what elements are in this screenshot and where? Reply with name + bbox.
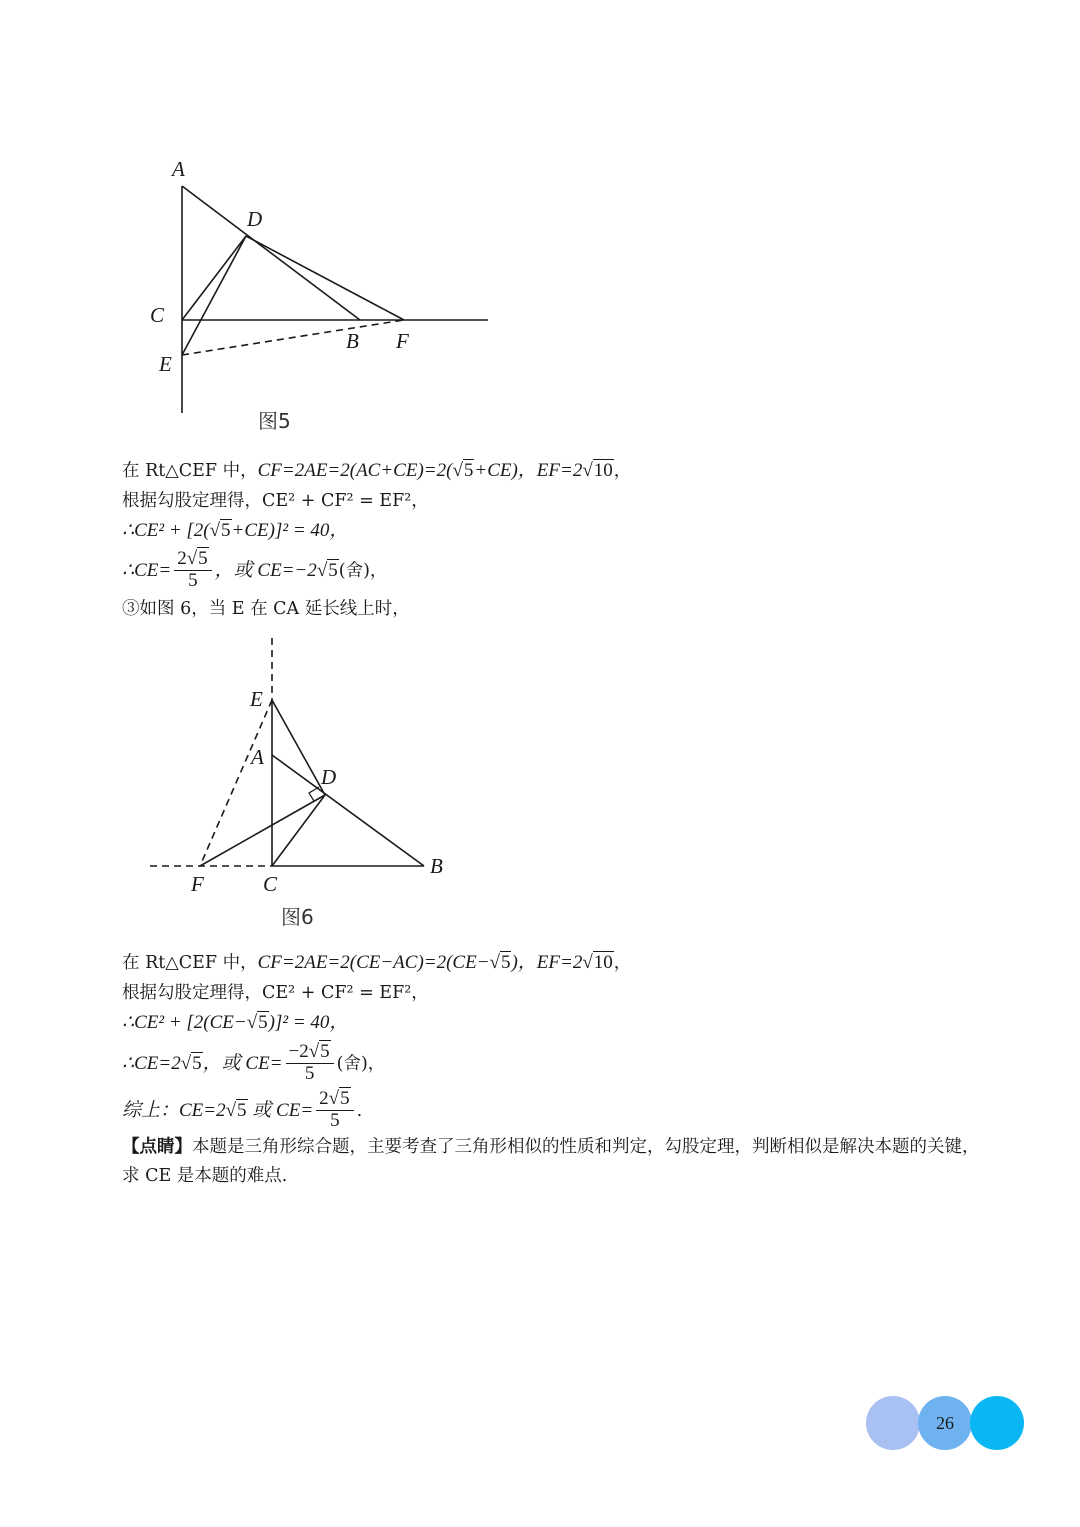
comment-text: 本题是三角形综合题，主要考查了三角形相似的性质和判定，勾股定理，判断相似是解决本题的关键，求 CE 是本题的难点. [122,1137,980,1186]
sqrt-5: √5 [209,520,231,541]
fig6-label-c: C [263,872,278,896]
math-text: (舍)， [338,561,388,581]
fig5-label-b: B [346,329,359,353]
fig6-line-3 [122,1012,348,1034]
fig5-label-f: F [396,329,409,353]
math-text: )，EF=2 [511,952,583,973]
fraction: $\frac{2√5}{5}$ [316,1088,353,1131]
radicand: 10 [593,460,613,481]
line-ed [272,700,325,795]
math-text: 或 CE= [247,1100,314,1121]
sqrt-5: √5 [246,1012,268,1033]
figure-6 [0,0,520,944]
fig5-label-c: C [150,303,165,327]
math-text: 综上：CE=2 [122,1100,226,1121]
line-ab [272,755,424,866]
fig5-label-e: E [159,352,172,376]
pythagoras-text: 根据勾股定理得，CE² + CF² = EF²， [122,983,429,1003]
fig6-label-f: F [191,872,204,896]
math-text: CF=2AE=2(CE−AC)=2(CE− [257,952,490,973]
fig6-label-e: E [250,687,263,711]
case-3-text: ③如图 6，当 E 在 CA 延长线上时， [122,599,410,619]
punct: ， [613,461,632,481]
math-text: ，或 CE=−2 [214,560,317,581]
fig6-label-b: B [430,854,443,878]
fig6-label-d: D [321,765,337,789]
math-text: )]² = 40， [268,1012,349,1033]
fig6-line-2 [122,982,429,1004]
radicand: 5 [328,560,338,581]
fig6-line-1 [122,952,631,974]
radicand: 5 [198,548,208,569]
summary-line [122,1090,362,1133]
fraction: $\frac{2√5}{5}$ [174,548,211,591]
radicand: 5 [221,520,231,541]
page-number: 26 [936,1413,954,1433]
math-text: ∴CE= [122,560,172,581]
comment-paragraph [122,1133,982,1191]
line-dc [272,795,325,866]
frac-den: 5 [330,1110,340,1131]
math-text: +CE)]² = 40， [231,520,349,541]
sqrt-5: √5 [180,1053,202,1074]
radicand: 5 [192,1053,202,1074]
frac-den: 5 [304,1063,315,1084]
line-ef-dashed [200,700,272,866]
fraction: $\frac{-2√5}{5}$ [286,1041,334,1084]
sqrt-5: √5 [452,460,474,481]
math-text: ，或 CE= [202,1053,283,1074]
math-text: (舍)， [336,1054,386,1074]
frac-coef: 2 [177,548,187,569]
radicand: 5 [320,1041,330,1062]
fig5-label-a: A [172,157,185,181]
radicand: 5 [463,460,474,481]
frac-coef: −2 [288,1041,309,1062]
fig5-caption: 图5 [258,409,291,433]
math-text: +CE)，EF=2 [474,460,583,481]
sqrt-10: √10 [582,952,613,973]
radicand: 10 [593,952,613,973]
math-text: ∴CE² + [2(CE− [122,1012,247,1033]
radicand: 5 [258,1012,268,1033]
fig5-label-d: D [247,207,263,231]
sqrt-10: √10 [582,460,613,481]
radicand: 5 [237,1100,247,1121]
comment-tag: 【点睛】 [122,1137,192,1157]
frac-den: 5 [188,570,198,591]
sqrt-5: √5 [225,1100,247,1121]
frac-coef: 2 [319,1088,329,1109]
fig6-line-4 [122,1043,385,1086]
punct: . [356,1101,363,1121]
math-text: ∴CE² + [2( [122,520,210,541]
fig6-caption: 图6 [281,905,314,929]
page-number-badges [866,1396,1026,1452]
radicand: 5 [340,1088,350,1109]
sqrt-5: √5 [489,952,511,973]
radicand: 5 [500,952,511,973]
line-df [200,795,325,866]
badge-circle-right [970,1396,1024,1450]
math-text: CF=2AE=2(AC+CE)=2( [257,460,453,481]
math-text: ∴CE=2 [122,1053,181,1074]
fig6-label-a: A [251,745,264,769]
intro-text: 在 Rt△CEF 中， [122,953,258,973]
sqrt-5: √5 [316,560,338,581]
intro-text: 在 Rt△CEF 中， [122,461,258,481]
punct: ， [613,953,632,973]
figure-6-diagram [0,0,520,940]
pythagoras-text: 根据勾股定理得，CE² + CF² = EF²， [122,491,429,511]
badge-circle-left [866,1396,920,1450]
